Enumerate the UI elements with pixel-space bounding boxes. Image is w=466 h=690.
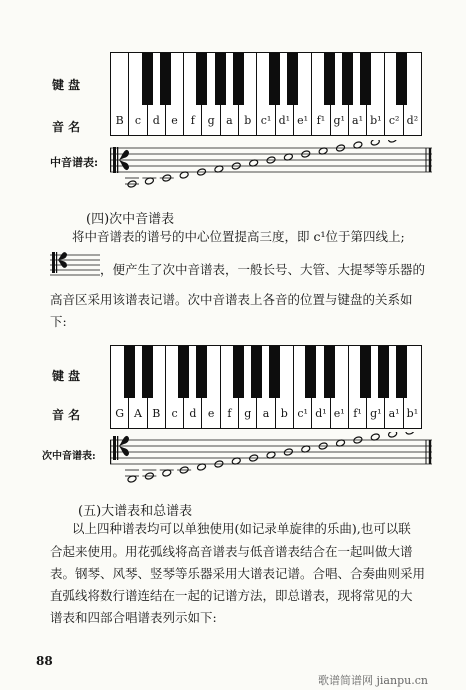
alto-staff	[110, 140, 432, 192]
watermark: 歌谱简谱网 jianpu.cn	[318, 674, 428, 687]
white-key	[111, 53, 129, 135]
whole-note	[370, 140, 380, 146]
page-number: 88	[36, 654, 53, 668]
section4-line3: 高音区采用该谱表记谱。次中音谱表上各音的位置与键盘的关系如	[50, 292, 413, 307]
key-name-label: d	[189, 407, 197, 420]
key-name-label: f	[227, 407, 232, 420]
key-name-label: b¹	[370, 114, 382, 127]
key-name-label: c¹	[297, 407, 308, 420]
black-key	[269, 53, 280, 105]
key-name-label: c²	[388, 114, 400, 127]
whole-note	[388, 432, 398, 438]
key-name-label: G	[115, 407, 125, 420]
key-name-label: e¹	[333, 407, 345, 420]
key-name-label: g	[244, 407, 252, 420]
alto-staff-label: 中音谱表:	[50, 156, 99, 169]
key-name-label: c	[134, 114, 142, 127]
black-key	[324, 346, 335, 398]
key-name-label: c	[171, 407, 178, 420]
black-key	[142, 53, 153, 105]
key-name-label: f	[190, 114, 195, 127]
key-name-label: e	[207, 407, 215, 420]
key-name-label: a	[262, 407, 270, 420]
tenor-staff	[110, 432, 432, 486]
black-key	[233, 53, 244, 105]
section5-line3: 表。钢琴、风琴、竖琴等乐器采用大谱表记谱。合唱、合奏曲则采用	[50, 566, 426, 581]
keyboard-label: 键 盘	[52, 78, 81, 92]
black-key	[396, 53, 407, 105]
black-key	[378, 346, 389, 398]
key-name-label: d¹	[315, 407, 327, 420]
black-key	[124, 346, 135, 398]
black-key	[196, 53, 207, 105]
key-name-label: d²	[406, 114, 419, 127]
key-name-label: B	[152, 407, 161, 420]
key-name-label: b¹	[406, 407, 419, 420]
black-key	[178, 346, 189, 398]
key-name-label: d¹	[278, 114, 291, 127]
key-name-label: d	[152, 114, 160, 127]
key-name-label: g¹	[370, 407, 382, 420]
black-key	[269, 346, 280, 398]
black-key	[305, 346, 316, 398]
whole-note	[388, 140, 398, 143]
key-name-label: c¹	[260, 114, 272, 127]
black-key	[396, 346, 407, 398]
section4-line4: 下:	[50, 314, 67, 329]
piano-keyboard-2	[110, 345, 422, 429]
black-key	[142, 346, 153, 398]
black-key	[251, 346, 262, 398]
note-name-label: 音 名	[52, 120, 81, 134]
black-key	[360, 53, 371, 105]
tenor-staff-label: 次中音谱表:	[42, 451, 96, 462]
key-name-label: a	[226, 114, 233, 127]
key-name-label: A	[133, 407, 142, 420]
key-name-label: b	[280, 407, 288, 420]
tenor-clef-icon-2	[113, 436, 129, 460]
piano-keyboard-1	[110, 52, 422, 136]
black-key	[233, 346, 244, 398]
section4-line2: ，便产生了次中音谱表，一般长号、大管、大提琴等乐器的	[100, 262, 426, 277]
black-key	[215, 53, 226, 105]
keyboard-label-2: 键 盘	[52, 369, 81, 383]
key-name-label: e	[171, 114, 178, 127]
section5-line1: 以上四种谱表均可以单独使用(如记录单旋律的乐曲),也可以联	[72, 521, 411, 536]
key-name-label: f¹	[353, 407, 362, 420]
key-name-label: b	[244, 114, 252, 127]
section5-line4: 直弧线将数行谱连结在一起的记谱方法，即总谱表，现将常见的大	[50, 588, 413, 603]
black-key	[287, 53, 298, 105]
key-name-label: e¹	[297, 114, 309, 127]
section-heading-4: (四)次中音谱表	[86, 212, 175, 227]
key-name-label: a¹	[352, 114, 363, 127]
note-name-label-2: 音 名	[52, 408, 81, 422]
black-key	[196, 346, 207, 398]
black-key	[160, 53, 171, 105]
key-name-label: a¹	[388, 407, 400, 420]
black-key	[324, 53, 335, 105]
key-name-label: g	[207, 114, 215, 127]
key-name-label: B	[115, 114, 124, 127]
tenor-clef-inline	[50, 252, 100, 280]
key-name-label: f¹	[316, 114, 326, 127]
section-heading-5: (五)大谱表和总谱表	[78, 504, 193, 519]
black-key	[342, 53, 353, 105]
whole-note	[405, 432, 415, 435]
key-name-label: g¹	[333, 114, 345, 127]
section4-line1: 将中音谱表的谱号的中心位置提高三度，即 c¹位于第四线上;	[72, 229, 405, 244]
section5-line2: 合起来使用。用花弧线将高音谱表与低音谱表结合在一起叫做大谱	[50, 544, 413, 559]
section5-line5: 谱表和四部合唱谱表列示如下:	[50, 610, 217, 625]
black-key	[360, 346, 371, 398]
